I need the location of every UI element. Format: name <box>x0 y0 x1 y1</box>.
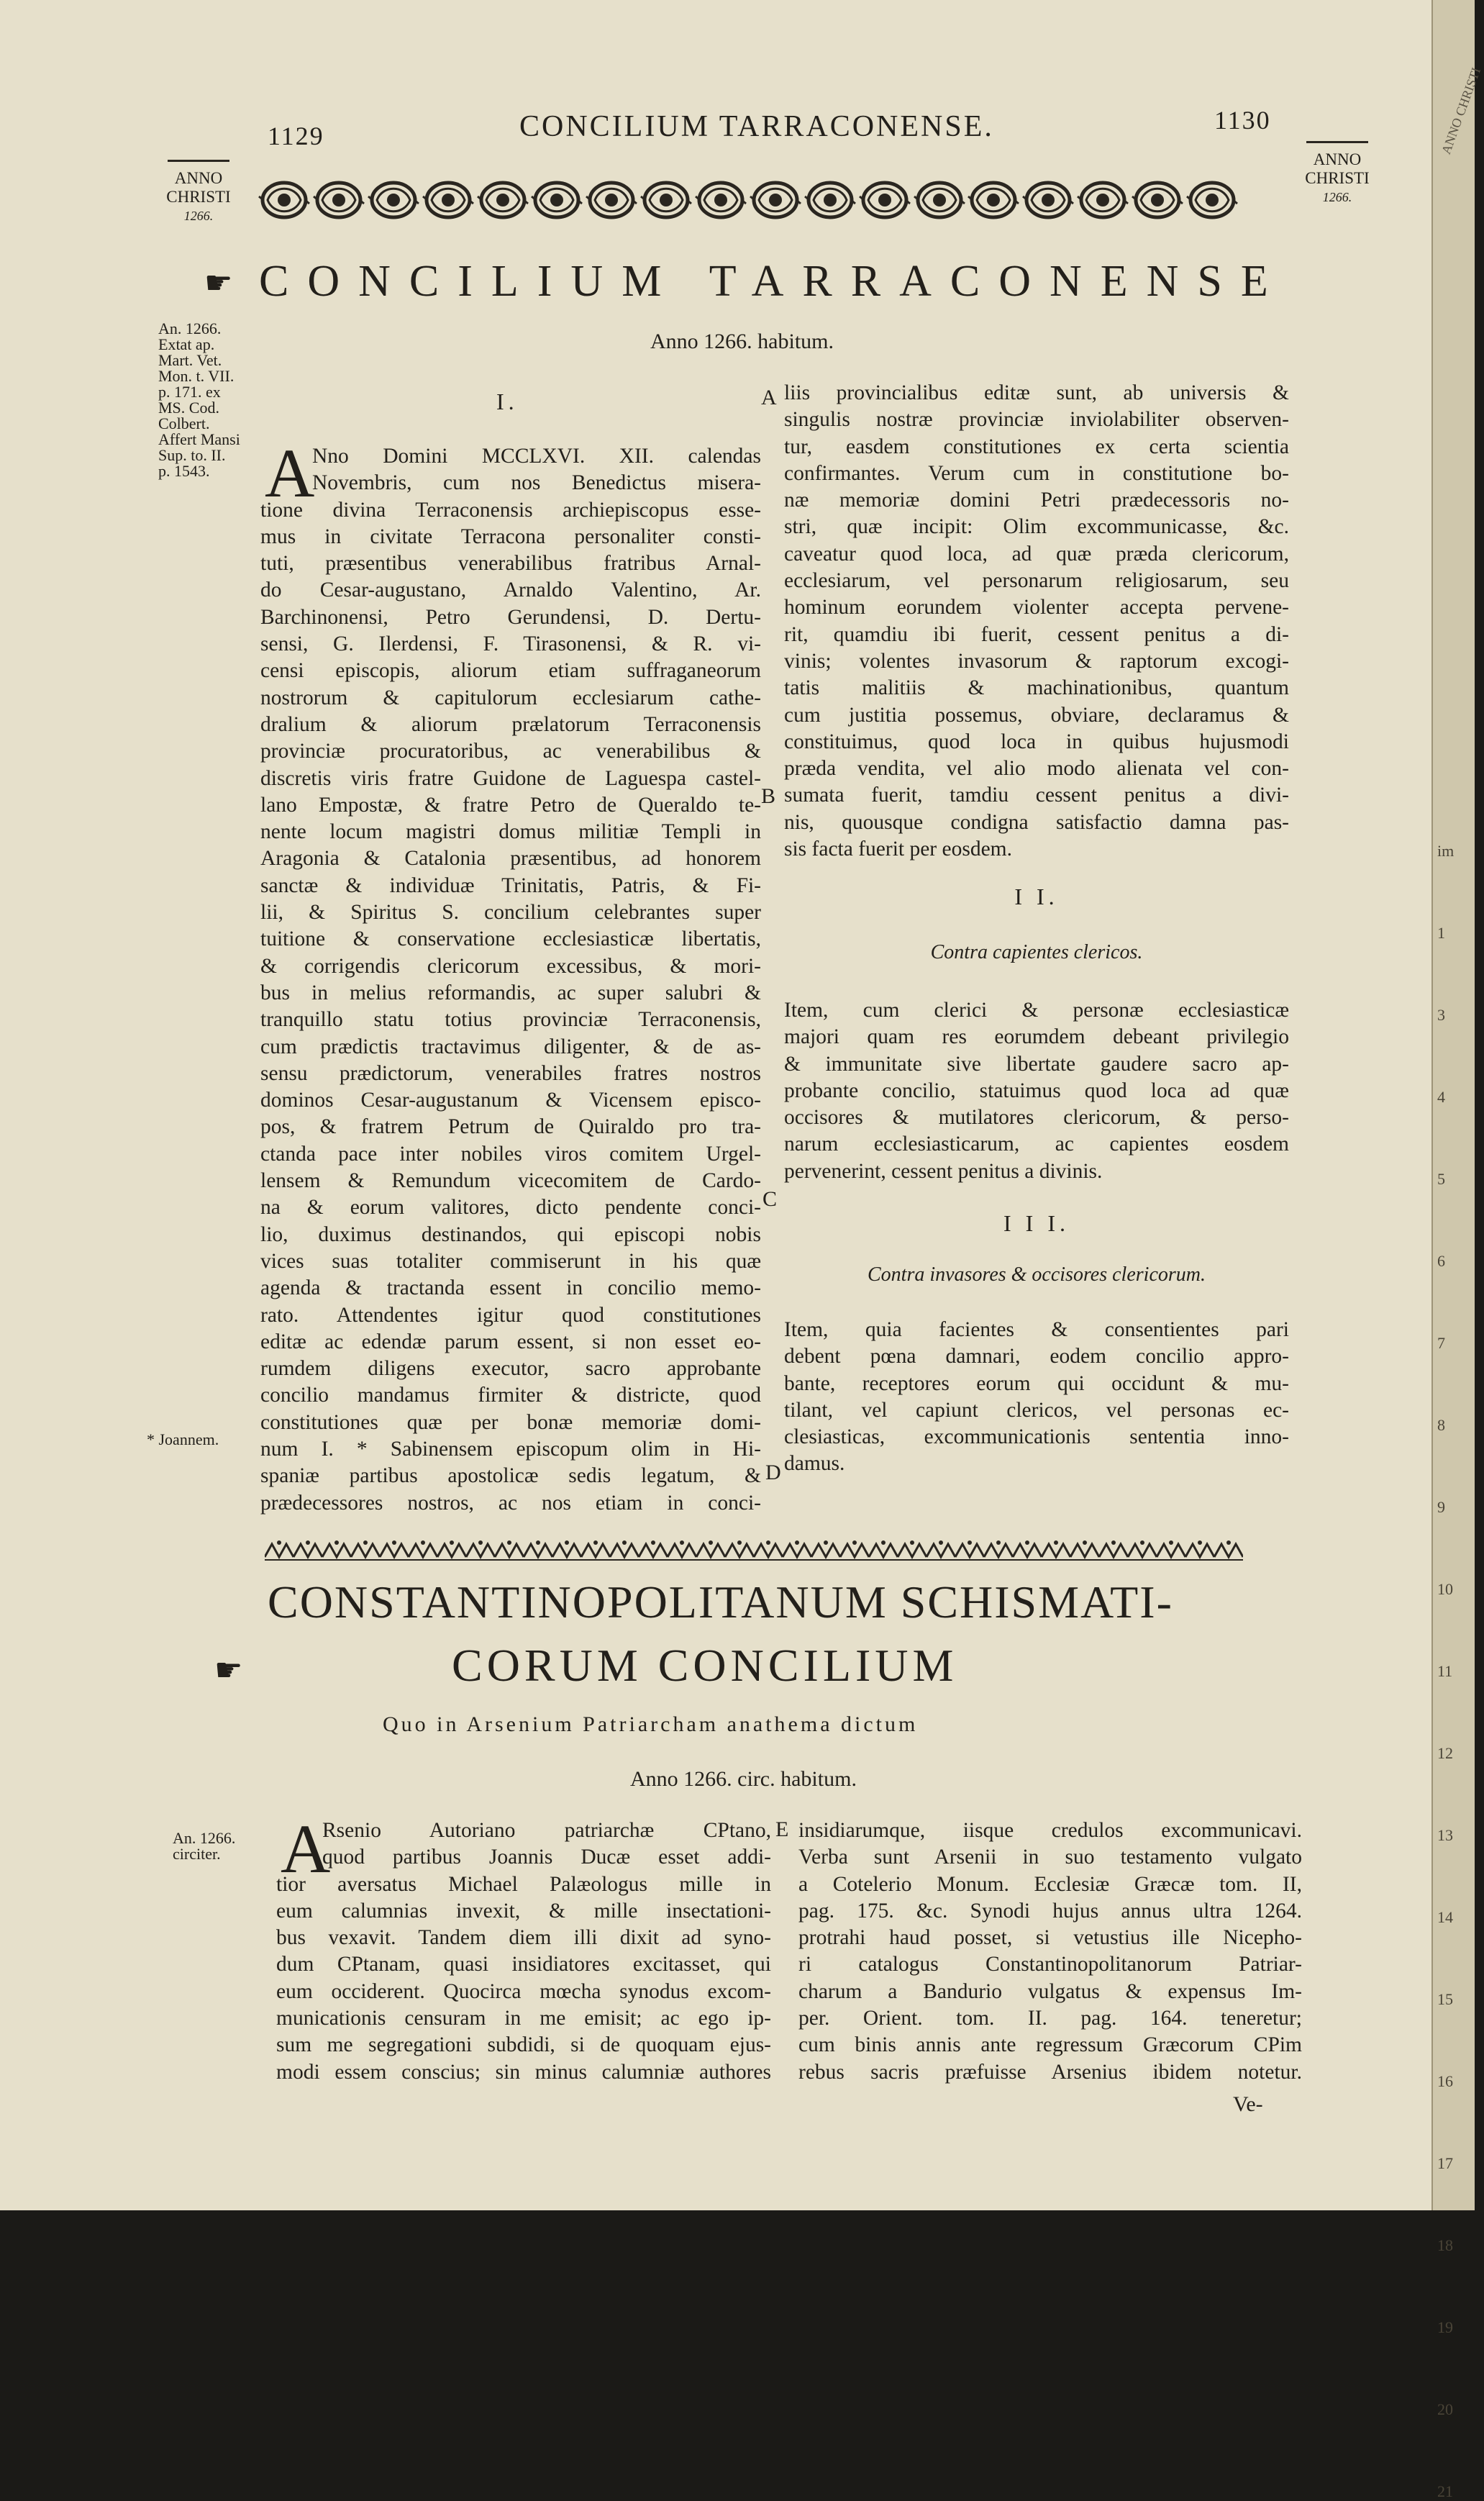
margin-mark: 9 <box>1437 1498 1445 1516</box>
ornament-flourish-icon <box>750 175 801 225</box>
marginal-line: p. 171. ex <box>158 383 221 401</box>
margin-mark: 17 <box>1437 2154 1453 2172</box>
section-letter-c: C <box>763 1187 778 1211</box>
text-line: num I. * Sabinensem episcopum olim in Hi- <box>260 1437 761 1461</box>
text-line: mus in civitate Terracona personaliter consti- <box>260 525 761 548</box>
text-line: & corrigendis clericorum excessibus, & mori- <box>260 954 761 978</box>
side-rule <box>168 160 229 162</box>
side-anno: ANNO <box>174 169 223 187</box>
text-line: municationis censuram in me emisit; ac ego ip- <box>276 2007 771 2030</box>
margin-mark: 20 <box>1437 2400 1453 2418</box>
text-line: Barchinonensi, Petro Gerundensi, D. Dertu- <box>260 605 761 629</box>
text-line: & immunitate sive libertate gaudere sacro ap- <box>784 1052 1289 1076</box>
text-line: sanctæ & individuæ Trinitatis, Patris, & Fi- <box>260 873 761 897</box>
text-line: quod partibus Joannis Ducæ esset addi- <box>322 1846 771 1869</box>
margin-mark: 3 <box>1437 1006 1445 1024</box>
text-line: tatis malitiis & machinationibus, quantum <box>784 676 1289 700</box>
ornament-flourish-icon <box>641 175 691 225</box>
ornament-flourish-icon <box>259 175 309 225</box>
text-line: lano Empostæ, & fratre Petro de Queraldo te- <box>260 793 761 817</box>
margin-mark: 14 <box>1437 1908 1453 1926</box>
text-line: pos, & fratrem Petrum de Quiraldo pro tra- <box>260 1115 761 1139</box>
text-line: singulis nostræ provinciæ inviolabiliter observen- <box>784 408 1289 432</box>
text-line: sensi, G. Ilerdensi, F. Tirasonensi, & R. vi- <box>260 632 761 656</box>
section2-left-column <box>276 1810 771 2086</box>
text-line: cum binis annis ante regressum Græcorum CPim <box>798 2033 1302 2057</box>
divider-ornament <box>265 1537 1243 1563</box>
marginal-line: Sup. to. II. <box>158 446 226 464</box>
text-line: vices suas totaliter commiserunt in his quæ <box>260 1249 761 1273</box>
text-line: dominos Cesar-augustanum & Vicensem episco- <box>260 1089 761 1112</box>
margin-mark: im <box>1437 842 1455 860</box>
margin-mark: 19 <box>1437 2318 1453 2336</box>
text-line: modi essem conscius; sin minus calumniæ authores <box>276 2060 771 2084</box>
subhead-iii: Contra invasores & occisores clericorum. <box>868 1263 1206 1286</box>
margin-mark: 12 <box>1437 1744 1453 1762</box>
margin-mark: 16 <box>1437 2072 1453 2090</box>
text-line: probante concilio, statuimus quod loca ad quæ <box>784 1079 1289 1102</box>
text-line: do Cesar-augustano, Arnaldo Valentino, Ar. <box>260 578 761 602</box>
text-line: Nno Domini MCCLXVI. XII. calendas <box>312 445 761 468</box>
text-line: liis provincialibus editæ sunt, ab universis & <box>784 381 1289 404</box>
marginal-line: MS. Cod. <box>158 399 219 417</box>
text-line: lii, & Spiritus S. concilium celebrantes super <box>260 901 761 925</box>
text-line: Rsenio Autoriano patriarchæ CPtano, <box>322 1819 771 1842</box>
text-line: eum calumnias invexit, & mille insectationi- <box>276 1899 771 1923</box>
text-line: rato. Attendentes igitur quod constitutiones <box>260 1303 761 1327</box>
section-letter-e: E <box>775 1817 789 1841</box>
margin-mark: 5 <box>1437 1170 1445 1188</box>
text-line: na & eorum valitores, dicto pendente conci- <box>260 1196 761 1220</box>
text-line: nente locum magistri domus militiæ Templi in <box>260 820 761 844</box>
text-line: rebus sacris præfuisse Arsenius ibidem notetur. <box>798 2060 1302 2084</box>
marginal-line: An. 1266. <box>173 1829 236 1847</box>
text-line: concilio mandamus firmiter & districte, quod <box>260 1384 761 1407</box>
text-line: per. Orient. tom. II. pag. 164. teneretur; <box>798 2007 1302 2030</box>
margin-mark: 18 <box>1437 2236 1453 2254</box>
ornament-flourish-icon <box>368 175 419 225</box>
text-line: prædecessores nostros, ac nos etiam in conci- <box>260 1491 761 1515</box>
text-line: dralium & aliorum prælatorum Terraconensis <box>260 712 761 736</box>
marginal-line: circiter. <box>173 1845 221 1863</box>
right-column-text-ii <box>784 997 1289 1185</box>
year-line: Anno 1266. habitum. <box>650 330 834 353</box>
text-line: sumata fuerit, tamdiu cessent penitus a divi- <box>784 784 1289 807</box>
marginal-line: An. 1266. <box>158 319 222 337</box>
text-line: a Cotelerio Monum. Ecclesiæ Græcæ tom. II, <box>798 1872 1302 1896</box>
margin-mark: 21 <box>1437 2482 1453 2500</box>
text-line: charum a Bandurio vulgatus & expensus Im- <box>798 1979 1302 2003</box>
side-rule <box>1306 141 1368 143</box>
chapter-heading-iii: I I I. <box>1003 1210 1070 1236</box>
text-line: protrahi haud posset, si vetustius ille Nicepho- <box>798 1926 1302 1950</box>
left-column-text <box>260 443 761 1517</box>
section-title: CONCILIUM TARRACONENSE <box>259 257 1287 306</box>
ornament-flourish-icon <box>1132 175 1183 225</box>
text-line: præda vendita, vel alio modo alienata vel con- <box>784 757 1289 781</box>
marginal-line: Extat ap. <box>158 335 215 353</box>
text-line: provinciæ procuratoribus, ac venerabilibus & <box>260 740 761 763</box>
text-line: lensem & Remundum vicecomitem de Cardo- <box>260 1169 761 1193</box>
text-line: narum ecclesiasticarum, ac capientes eosdem <box>784 1133 1289 1156</box>
side-year: 1266. <box>183 209 214 223</box>
ornament-flourish-icon <box>914 175 965 225</box>
text-line: sum me segregationi subdidi, si de quoquam ejus- <box>276 2033 771 2057</box>
text-line: spaniæ partibus apostolicæ sedis legatum, & <box>260 1464 761 1488</box>
ornament-flourish-icon <box>1187 175 1237 225</box>
side-christi: CHRISTI <box>1305 169 1370 187</box>
text-line: hominum eorundem violenter accepta pervene- <box>784 596 1289 619</box>
text-line: Novembris, cum nos Benedictus misera- <box>312 471 761 495</box>
text-line: lio, duximus destinandos, qui episcopi nobis <box>260 1222 761 1246</box>
text-line: rumdem diligens executor, sacro approbante <box>260 1357 761 1381</box>
text-line: cum justitia possemus, obviare, declaramus & <box>784 703 1289 727</box>
margin-mark: 6 <box>1437 1252 1445 1270</box>
drop-cap: A <box>265 435 315 512</box>
ornament-flourish-icon <box>696 175 746 225</box>
text-line: damus. <box>784 1452 845 1476</box>
text-line: ctanda pace inter nobiles viros comitem Urgel- <box>260 1142 761 1166</box>
margin-mark: 1 <box>1437 924 1445 942</box>
margin-mark: 10 <box>1437 1580 1453 1598</box>
ornament-flourish-icon <box>586 175 637 225</box>
marginal-line: Affert Mansi <box>158 430 240 448</box>
text-line: eum occiderent. Quocirca mœcha synodus excom- <box>276 1979 771 2003</box>
text-line: næ memoriæ domini Petri prædecessoris no- <box>784 489 1289 512</box>
text-line: censi episcopis, aliorum etiam suffraganeorum <box>260 659 761 683</box>
text-line: debent pœna damnari, eodem concilio appro- <box>784 1345 1289 1368</box>
text-line: ri catalogus Constantinopolitanorum Patriar- <box>798 1953 1302 1976</box>
next-page-running-head: ANNO CHRISTI <box>1439 65 1484 156</box>
text-line: clesiasticas, excommunicationis sententia inno- <box>784 1425 1289 1449</box>
margin-mark: 8 <box>1437 1416 1445 1434</box>
ornament-flourish-icon <box>860 175 910 225</box>
ornament-flourish-icon <box>314 175 364 225</box>
section2-marginal-note <box>173 1830 259 1862</box>
ornament-flourish-icon <box>478 175 528 225</box>
text-line: agenda & tractanda essent in concilio memo- <box>260 1276 761 1300</box>
text-line: occisores & mutilatores clericorum, & perso- <box>784 1106 1289 1130</box>
section2-right-column <box>798 1817 1302 2086</box>
ornament-flourish-icon <box>532 175 582 225</box>
section2-title-line2: CORUM CONCILIUM <box>452 1640 958 1691</box>
text-line: pervenerint, cessent penitus a divinis. <box>784 1159 1103 1183</box>
text-line: dum CPtanam, quasi insidiatores excitasset, qui <box>276 1953 771 1976</box>
text-line: nostrorum & capitulorum ecclesiarum cathe- <box>260 686 761 709</box>
section-letter-b: B <box>761 784 776 808</box>
ornament-flourish-icon <box>1078 175 1128 225</box>
text-line: bus in melius reformandis, ac super salubri & <box>260 981 761 1004</box>
ornament-flourish-icon <box>968 175 1019 225</box>
text-line: Item, quia facientes & consentientes pari <box>784 1318 1289 1341</box>
ornament-flourish-icon <box>423 175 473 225</box>
text-line: tione divina Terraconensis archiepiscopus esse- <box>260 498 761 522</box>
text-line: tuti, præsentibus venerabilibus fratribus Arnal- <box>260 552 761 576</box>
drop-cap: A <box>281 1810 331 1887</box>
next-page-margin-marks <box>1437 842 1473 2501</box>
text-line: caveatur quod loca, ad quæ præda clericorum, <box>784 542 1289 566</box>
text-line: nis, quousque condigna satisfactio damna pas- <box>784 810 1289 834</box>
section2-subtitle: Quo in Arsenium Patriarcham anathema dictum <box>383 1712 919 1736</box>
marginal-line: p. 1543. <box>158 462 210 480</box>
marginal-line: Mart. Vet. <box>158 351 222 369</box>
text-line: constituimus, quod loca in quibus hujusmodi <box>784 730 1289 753</box>
text-line: tur, easdem constitutiones ex certa scientia <box>784 435 1289 458</box>
ornament-band <box>259 167 1237 233</box>
text-line: ecclesiarum, vel personarum religiosarum, seu <box>784 569 1289 593</box>
section-letter-d: D <box>765 1461 781 1484</box>
text-line: Item, cum clerici & personæ ecclesiasticæ <box>784 999 1289 1022</box>
text-line: bante, receptores eorum qui occidunt & mu- <box>784 1371 1289 1395</box>
margin-mark: 13 <box>1437 1826 1453 1844</box>
margin-mark: 15 <box>1437 1990 1453 2008</box>
subhead-ii: Contra capientes clericos. <box>930 941 1143 963</box>
ornament-flourish-icon <box>1023 175 1073 225</box>
section-letter-a: A <box>761 386 777 409</box>
marginal-footnote: * Joannem. <box>147 1430 219 1448</box>
margin-mark: 4 <box>1437 1088 1445 1106</box>
text-line: tilant, vel capiunt clericos, vel personas ec- <box>784 1398 1289 1422</box>
text-line: stri, quæ incipit: Olim excommunicasse, &c. <box>784 515 1289 539</box>
text-line: Aragonia & Catalonia præsentibus, ad honorem <box>260 847 761 871</box>
text-line: sis facta fuerit per eosdem. <box>784 838 1012 861</box>
text-line: insidiarumque, iisque credulos excommunicavi. <box>798 1819 1302 1842</box>
marginal-note <box>158 321 266 479</box>
side-christi: CHRISTI <box>166 188 231 206</box>
side-anno: ANNO <box>1313 150 1362 168</box>
text-line: sensu prædictorum, venerabiles fratres nostros <box>260 1061 761 1085</box>
marginal-line: Mon. t. VII. <box>158 367 235 385</box>
margin-mark: 7 <box>1437 1334 1445 1352</box>
chapter-heading: I. <box>496 389 519 414</box>
divider-band <box>265 1537 1243 1563</box>
page-number-right: 1130 <box>1214 106 1271 135</box>
margin-mark: 11 <box>1437 1662 1453 1680</box>
side-heading-left <box>157 160 240 225</box>
text-line: constitutiones quæ per bonæ memoriæ domi- <box>260 1410 761 1434</box>
text-line: discretis viris fratre Guidone de Laguespa castel- <box>260 766 761 790</box>
text-line: Verba sunt Arsenii in suo testamento vulgato <box>798 1846 1302 1869</box>
text-line: editæ ac edendæ parum essent, si non esset eo- <box>260 1330 761 1353</box>
text-line: cum prædictis tractavimus diligenter, & de as- <box>260 1035 761 1058</box>
text-line: confirmantes. Verum cum in constitutione bo- <box>784 461 1289 485</box>
text-line: majori quam res eorumdem debeant privilegio <box>784 1025 1289 1049</box>
section2-year-line: Anno 1266. circ. habitum. <box>630 1767 857 1791</box>
page-number-left: 1129 <box>268 122 324 150</box>
text-line: vinis; volentes invasorum & raptorum excogi- <box>784 649 1289 673</box>
side-year: 1266. <box>1322 190 1352 204</box>
next-page-edge <box>1431 0 1484 2500</box>
text-line: tranquillo statu totius provinciæ Terraconensis, <box>260 1008 761 1032</box>
catchword: Ve- <box>1233 2092 1263 2116</box>
pointing-hand-icon: ☛ <box>204 265 233 301</box>
ornament-flourish-icon <box>805 175 855 225</box>
text-line: pag. 175. &c. Synodi hujus annus ultra 1264. <box>798 1899 1302 1923</box>
text-line: rit, quamdiu ibi fuerit, cessent penitus a di- <box>784 622 1289 646</box>
right-column-text-iii <box>784 1317 1289 1478</box>
text-line: tuitione & conservatione ecclesiasticæ libertatis, <box>260 927 761 951</box>
marginal-line: Colbert. <box>158 414 210 432</box>
section2-title-line1: CONSTANTINOPOLITANUM SCHISMATI- <box>268 1576 1173 1628</box>
pointing-hand-icon: ☛ <box>214 1653 243 1688</box>
side-heading-right <box>1292 141 1383 206</box>
text-line: bus vexavit. Tandem diem illi dixit ad syno- <box>276 1926 771 1950</box>
chapter-heading-ii: I I. <box>1014 884 1059 909</box>
text-line: tior aversatus Michael Palæologus mille in <box>276 1872 771 1896</box>
running-title: CONCILIUM TARRACONENSE. <box>519 110 994 143</box>
right-column-text <box>784 380 1289 863</box>
